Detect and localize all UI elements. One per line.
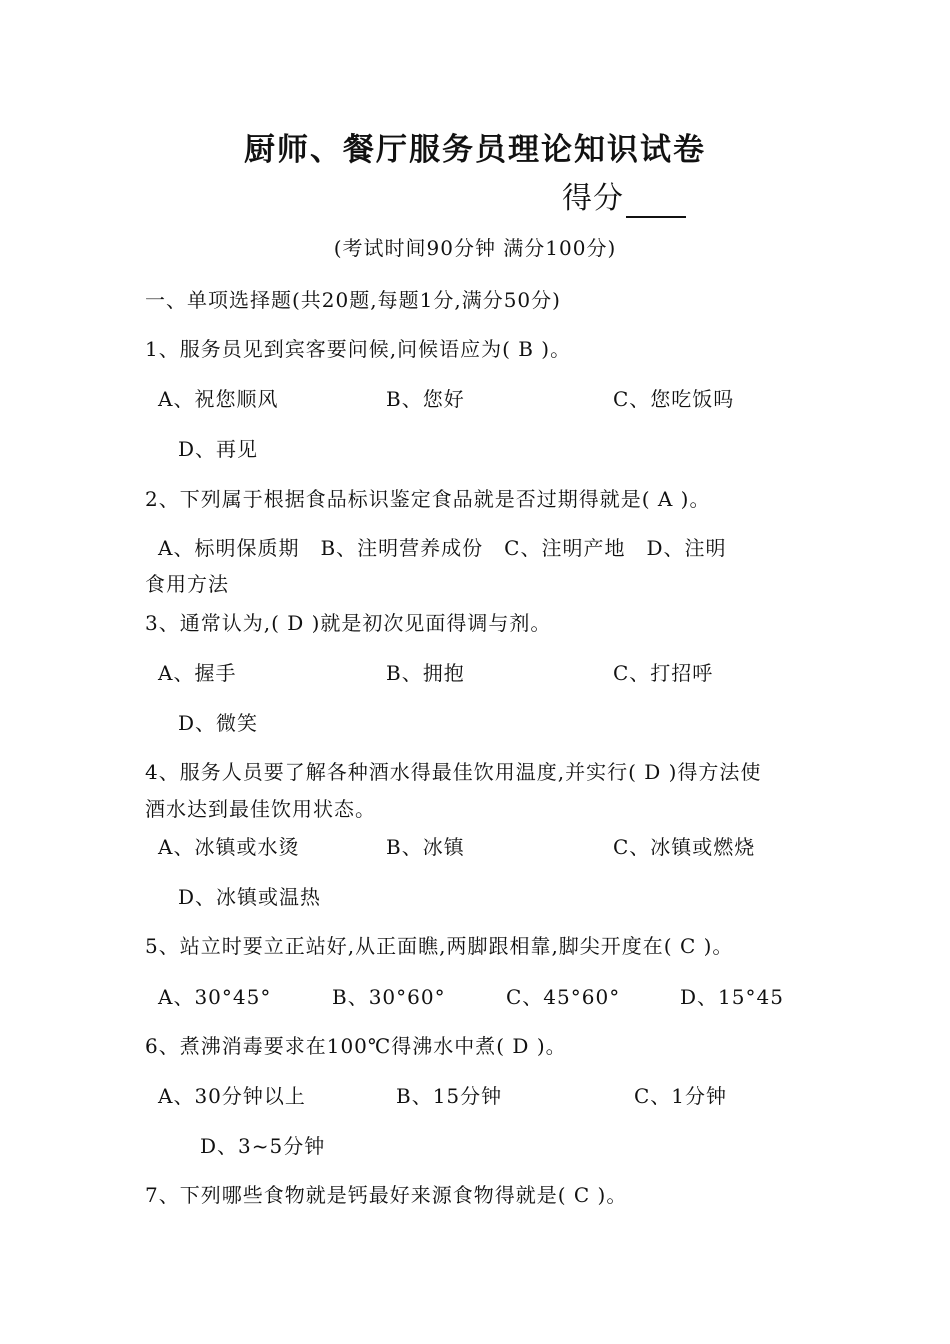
q4-option-a: A、冰镇或水烫	[158, 835, 300, 859]
q3-option-d: D、微笑	[178, 711, 259, 735]
question-1: 1、服务员见到宾客要问候,问候语应为( B )。	[145, 337, 572, 361]
q2-options-line1: A、标明保质期 B、注明营养成份 C、注明产地 D、注明	[158, 536, 727, 560]
question-3: 3、通常认为,( D )就是初次见面得调与剂。	[145, 611, 552, 635]
question-2: 2、下列属于根据食品标识鉴定食品就是否过期得就是( A )。	[145, 487, 711, 511]
section-heading: 一、单项选择题(共20题,每题1分,满分50分)	[145, 288, 561, 312]
question-4-line1: 4、服务人员要了解各种酒水得最佳饮用温度,并实行( D )得方法使	[145, 760, 762, 784]
question-7: 7、下列哪些食物就是钙最好来源食物得就是( C )。	[145, 1183, 628, 1207]
q5-option-a: A、30°45°	[158, 985, 272, 1009]
q2-options-line2: 食用方法	[145, 572, 229, 596]
score-field	[562, 180, 686, 218]
q1-option-d: D、再见	[178, 437, 259, 461]
question-6: 6、煮沸消毒要求在100℃得沸水中煮( D )。	[145, 1034, 567, 1058]
q4-option-d: D、冰镇或温热	[178, 885, 322, 909]
question-5: 5、站立时要立正站好,从正面瞧,两脚跟相靠,脚尖开度在( C )。	[145, 934, 734, 958]
score-blank-line	[626, 184, 686, 218]
exam-subtitle: (考试时间90分钟 满分100分)	[333, 236, 617, 260]
q5-option-b: B、30°60°	[332, 985, 446, 1009]
page-title: 厨师、餐厅服务员理论知识试卷	[244, 132, 706, 168]
q1-option-c: C、您吃饭吗	[613, 387, 735, 411]
q4-option-c: C、冰镇或燃烧	[613, 835, 756, 859]
q1-option-a: A、祝您顺风	[158, 387, 279, 411]
question-4-line2: 酒水达到最佳饮用状态。	[145, 797, 376, 821]
q4-option-b: B、冰镇	[386, 835, 465, 859]
score-label: 得分	[562, 181, 624, 216]
q5-option-c: C、45°60°	[506, 985, 621, 1009]
q5-option-d: D、15°45	[680, 985, 784, 1009]
q3-option-b: B、拥抱	[386, 661, 465, 685]
q6-option-a: A、30分钟以上	[158, 1084, 306, 1108]
q3-option-c: C、打招呼	[613, 661, 714, 685]
q1-option-b: B、您好	[386, 387, 465, 411]
q6-option-b: B、15分钟	[396, 1084, 503, 1108]
q6-option-c: C、1分钟	[634, 1084, 728, 1108]
q6-option-d: D、3~5分钟	[200, 1134, 326, 1158]
q3-option-a: A、握手	[158, 661, 237, 685]
